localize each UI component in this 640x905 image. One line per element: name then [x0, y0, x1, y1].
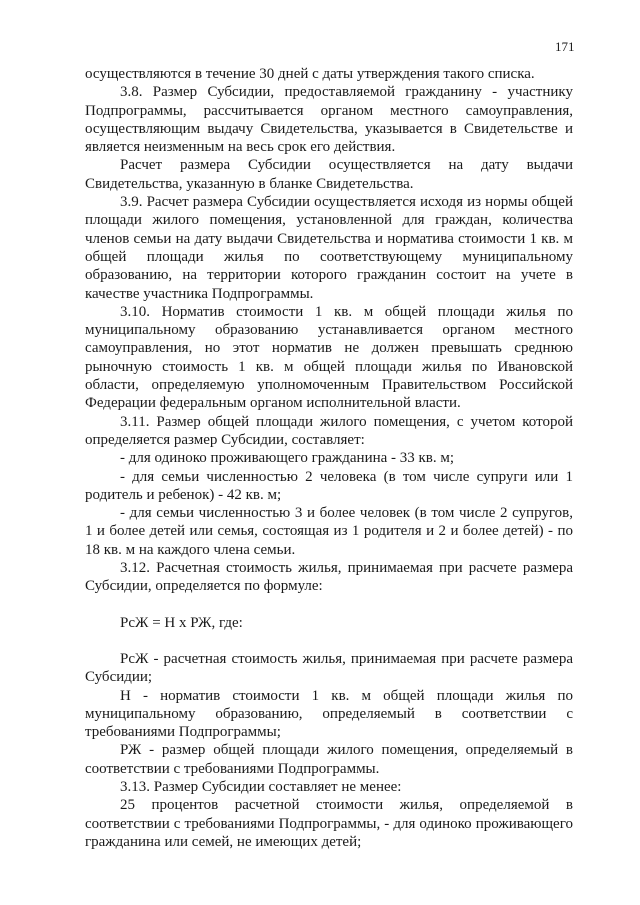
paragraph-3-13: 3.13. Размер Субсидии составляет не менее: — [120, 778, 402, 795]
list-item-three-plus: - для семьи численностью 3 и более человек (в том числе 2 супругов, 1 и более детей или семья, состоящая из 1 родителя и 2 и более детей) - по 18 кв. м на каждого члена семьи. — [85, 505, 573, 558]
paragraph-continuation: осуществляются в течение 30 дней с даты утверждения такого списка. — [85, 66, 535, 82]
list-item-two-person: - для семьи численностью 2 человека (в том числе супруги или 1 родитель и ребенок) - 42 кв. м; — [85, 468, 573, 503]
paragraph-3-12: 3.12. Расчетная стоимость жилья, принимаемая при расчете размера Субсидии, определяется по формуле: — [85, 560, 573, 595]
page-number: 171 — [555, 39, 575, 54]
paragraph-3-10: 3.10. Норматив стоимости 1 кв. м общей площади жилья по муниципальному образованию устанавливается органом местного самоуправления, но этот норматив не должен превышать среднюю рыночную стоимость 1 кв. м общей площади жилья по Ивановской области, определяемую уполномоченным Правительством Российской Федерации федеральным органом исполнительной власти. — [85, 303, 573, 412]
definition-n: Н - норматив стоимости 1 кв. м общей площади жилья по муниципальному образованию, определяемый в соответствии с требованиями Подпрограммы; — [85, 687, 573, 741]
formula: РсЖ = Н х РЖ, где: — [120, 614, 243, 631]
paragraph-25-percent: 25 процентов расчетной стоимости жилья, определяемой в соответствии с требованиями Подпрограммы, - для одиноко проживающего гражданина или семей, не имеющих детей; — [85, 797, 573, 850]
definition-rzh: РЖ - размер общей площади жилого помещения, определяемый в соответствии с требованиями Подпрограммы. — [85, 742, 573, 777]
paragraph-3-9: 3.9. Расчет размера Субсидии осуществляется исходя из нормы общей площади жилого помещения, установленной для граждан, количества членов семьи на дату выдачи Свидетельства и норматива стоимости 1 кв. м общей площади жилья по соответствующему муниципальному образованию, на территории которого гражданин состоит на учете в качестве участника Подпрограммы. — [85, 194, 573, 302]
document-body — [85, 65, 573, 851]
paragraph-3-11: 3.11. Размер общей площади жилого помещения, с учетом которой определяется размер Субсидии, составляет: — [85, 413, 573, 448]
definition-rszh: РсЖ - расчетная стоимость жилья, принимаемая при расчете размера Субсидии; — [85, 650, 573, 686]
list-item-single: - для одиноко проживающего гражданина - 33 кв. м; — [120, 450, 455, 467]
paragraph-3-8: 3.8. Размер Субсидии, предоставляемой гражданину - участнику Подпрограммы, рассчитывается органом местного самоуправления, осуществляющим выдачу Свидетельства, указывается в Свидетельстве и является неизменным на весь срок его действия. — [85, 84, 573, 156]
paragraph-calculation-date: Расчет размера Субсидии осуществляется на дату выдачи Свидетельства, указанную в бланке Свидетельства. — [85, 157, 573, 192]
